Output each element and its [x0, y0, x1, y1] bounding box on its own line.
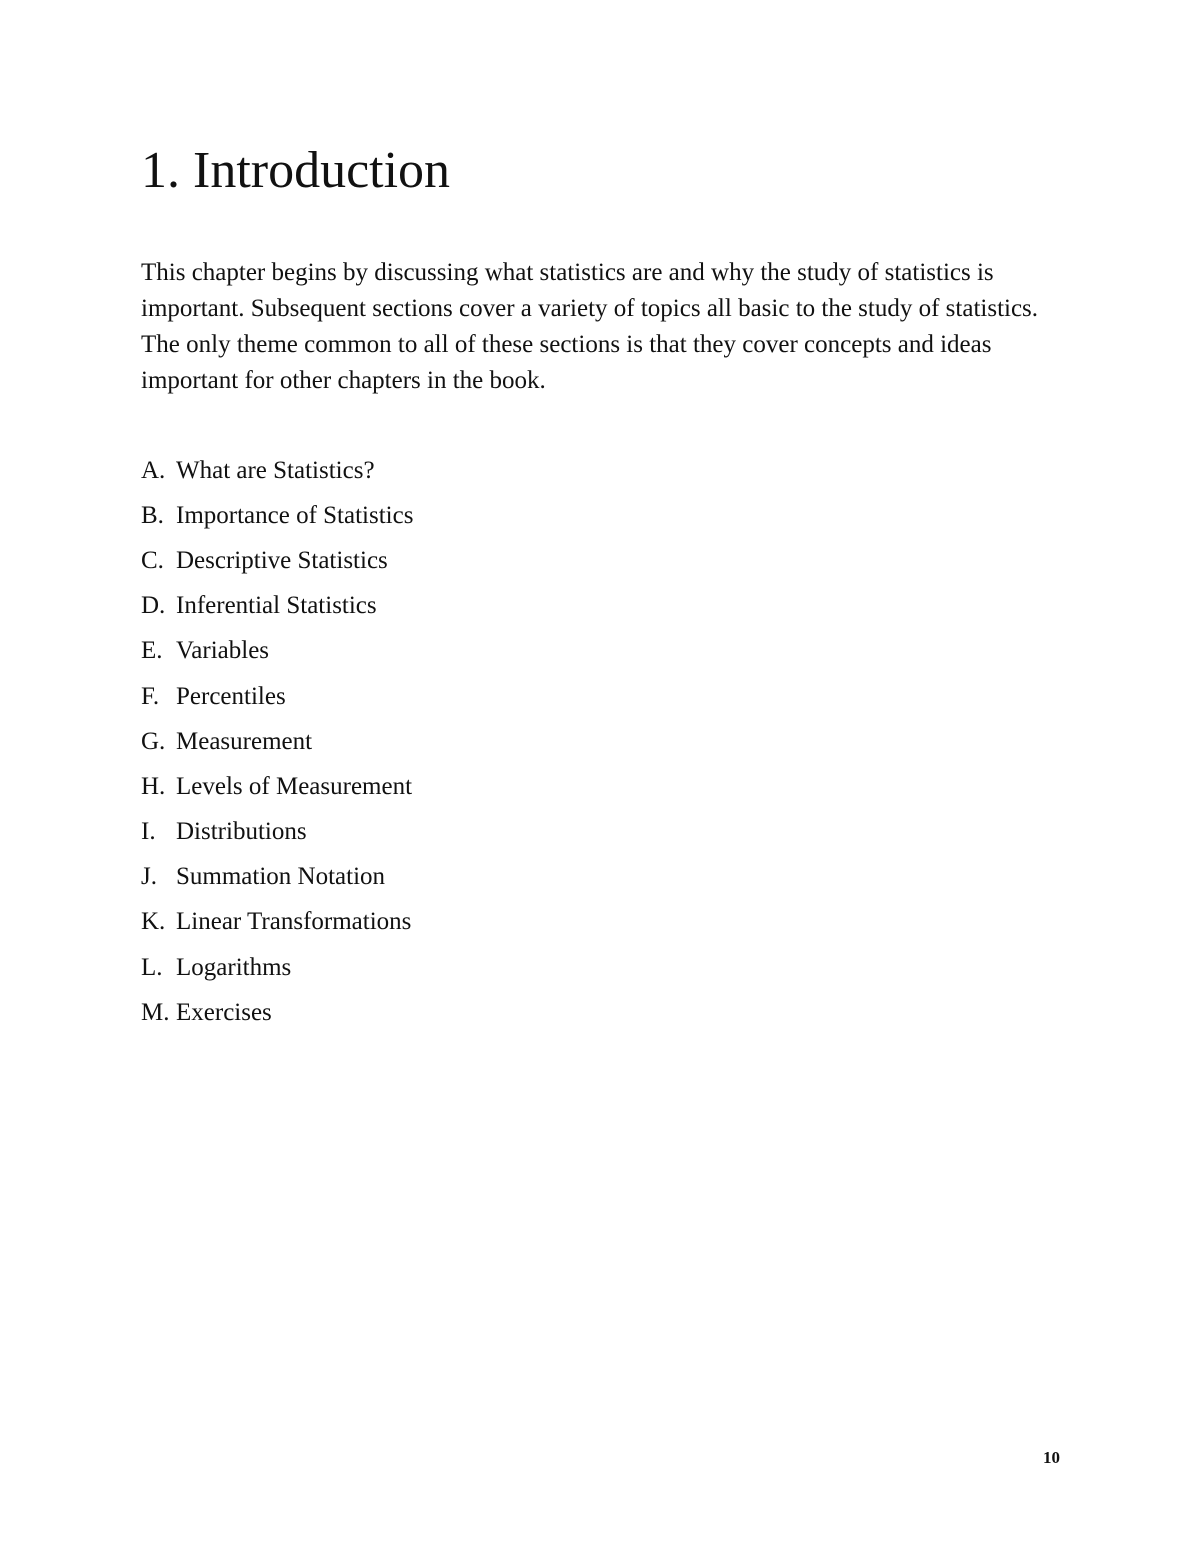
section-label: Variables [176, 637, 270, 665]
section-letter: E. [141, 637, 163, 665]
section-label: Inferential Statistics [176, 592, 377, 620]
list-item [141, 990, 413, 1035]
list-item [141, 674, 413, 719]
section-letter: F. [141, 682, 160, 710]
section-letter: B. [141, 501, 164, 529]
list-item [141, 764, 413, 809]
section-label: Descriptive Statistics [176, 546, 388, 574]
section-label: Linear Transformations [176, 908, 412, 936]
section-label: Measurement [176, 727, 313, 755]
section-label: What are Statistics? [176, 456, 375, 484]
section-letter: I. [141, 818, 156, 846]
section-list [141, 448, 413, 1035]
list-item [141, 493, 413, 538]
section-letter: D. [141, 592, 166, 620]
section-letter: K. [141, 908, 166, 936]
list-item [141, 810, 413, 855]
section-letter: H. [141, 772, 166, 800]
section-label: Summation Notation [176, 863, 386, 891]
intro-paragraph: This chapter begins by discussing what statistics are and why the study of statistics is important. Subsequent sections cover a variety of topics all basic to the study of statistics. The only theme common to all of these sections is that they cover concepts and ideas important for other chapters in the book. [141, 259, 1039, 394]
chapter-title: 1. Introduction [141, 142, 451, 199]
page-number: 10 [1043, 1448, 1060, 1467]
list-item [141, 584, 413, 629]
list-item [141, 855, 413, 900]
section-label: Levels of Measurement [176, 772, 413, 800]
list-item [141, 448, 413, 493]
list-item [141, 629, 413, 674]
section-letter: A. [141, 456, 166, 484]
section-letter: J. [141, 863, 157, 891]
section-label: Importance of Statistics [176, 501, 414, 529]
section-letter: L. [141, 953, 163, 981]
section-label: Exercises [176, 998, 272, 1026]
list-item [141, 900, 413, 945]
section-label: Logarithms [176, 953, 292, 981]
list-item [141, 719, 413, 764]
list-item [141, 538, 413, 583]
section-label: Percentiles [176, 682, 286, 710]
section-letter: C. [141, 546, 164, 574]
section-letter: M. [141, 998, 170, 1026]
section-letter: G. [141, 727, 166, 755]
list-item [141, 945, 413, 990]
section-label: Distributions [176, 818, 307, 846]
